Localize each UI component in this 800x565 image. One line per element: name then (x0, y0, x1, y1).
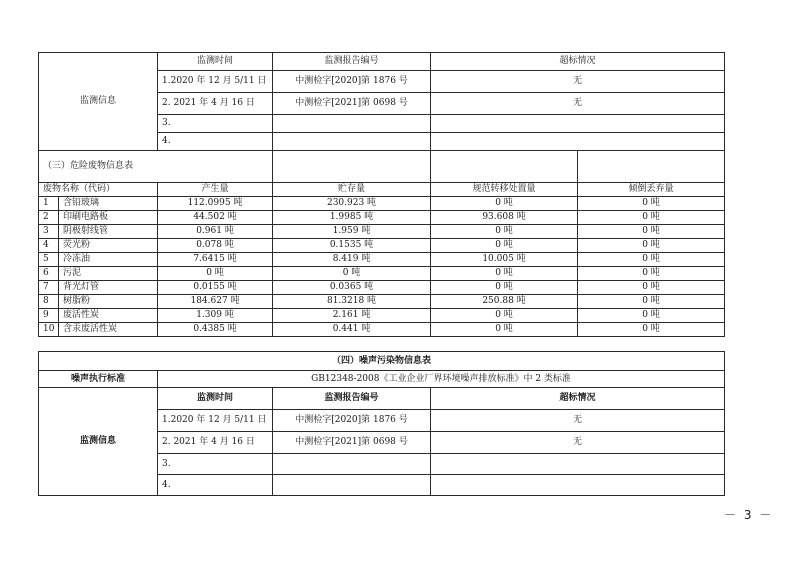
hazardous-stored-cell: 1.959 吨 (273, 225, 431, 239)
monitor1-report-cell (273, 133, 431, 151)
hazardous-transferred-cell: 10.005 吨 (431, 253, 578, 267)
hazardous-produced-cell: 0.078 吨 (158, 239, 273, 253)
hazardous-dumped-cell: 0 吨 (578, 295, 725, 309)
noise-standard-label: 噪声执行标准 (39, 371, 158, 388)
hazardous-transferred-cell: 0 吨 (431, 267, 578, 281)
monitor1-exceed-cell (431, 133, 725, 151)
hazardous-col-stored: 贮存量 (273, 183, 431, 197)
monitor1-exceed-cell (431, 115, 725, 133)
hazardous-index-cell: 6 (39, 267, 59, 281)
noise-section-label: 监测信息 (39, 388, 158, 496)
hazardous-index-cell: 1 (39, 197, 59, 211)
hazardous-dumped-cell: 0 吨 (578, 211, 725, 225)
monitor1-report-cell (273, 115, 431, 133)
noise-col-report: 监测报告编号 (273, 388, 431, 410)
hazardous-stored-cell: 81.3218 吨 (273, 295, 431, 309)
noise-header-row (39, 388, 725, 410)
hazardous-stored-cell: 0.1535 吨 (273, 239, 431, 253)
monitor1-col-time: 监测时间 (158, 53, 273, 71)
table-row (39, 295, 725, 309)
noise-exceed-cell: 无 (431, 410, 725, 432)
table-row (39, 197, 725, 211)
hazardous-transferred-cell: 0 吨 (431, 309, 578, 323)
hazardous-name-cell: 废活性炭 (59, 309, 158, 323)
hazardous-stored-cell: 0.0365 吨 (273, 281, 431, 295)
hazardous-stored-cell: 0.441 吨 (273, 323, 431, 337)
table-row (39, 281, 725, 295)
monitor1-exceed-cell: 无 (431, 71, 725, 93)
noise-standard-row (39, 371, 725, 388)
monitor1-report-cell: 中测检字[2021]第 0698 号 (273, 93, 431, 115)
hazardous-dumped-cell: 0 吨 (578, 253, 725, 267)
hazardous-index-cell: 10 (39, 323, 59, 337)
hazardous-index-cell: 9 (39, 309, 59, 323)
hazardous-name-cell: 荧光粉 (59, 239, 158, 253)
monitor1-time-cell: 4. (158, 133, 273, 151)
hazardous-col-dumped: 倾倒丢弃量 (578, 183, 725, 197)
noise-time-cell: 2. 2021 年 4 月 16 日 (158, 432, 273, 454)
hazardous-produced-cell: 0.0155 吨 (158, 281, 273, 295)
monitor1-col-report: 监测报告编号 (273, 53, 431, 71)
hazardous-index-cell: 5 (39, 253, 59, 267)
hazardous-name-cell: 阴极射线管 (59, 225, 158, 239)
hazardous-name-cell: 背光灯管 (59, 281, 158, 295)
noise-report-cell: 中测检字[2020]第 1876 号 (273, 410, 431, 432)
hazardous-produced-cell: 112.0995 吨 (158, 197, 273, 211)
monitor1-time-cell: 2. 2021 年 4 月 16 日 (158, 93, 273, 115)
noise-time-cell: 3. (158, 454, 273, 475)
hazardous-name-cell: 印刷电路板 (59, 211, 158, 225)
monitor1-time-cell: 3. (158, 115, 273, 133)
hazardous-transferred-cell: 0 吨 (431, 323, 578, 337)
hazardous-produced-cell: 7.6415 吨 (158, 253, 273, 267)
noise-col-exceed: 超标情况 (431, 388, 725, 410)
table-row (39, 267, 725, 281)
empty-cell (578, 151, 725, 183)
hazardous-produced-cell: 0 吨 (158, 267, 273, 281)
noise-col-time: 监测时间 (158, 388, 273, 410)
hazardous-stored-cell: 230.923 吨 (273, 197, 431, 211)
hazardous-transferred-cell: 0 吨 (431, 281, 578, 295)
hazardous-index-cell: 3 (39, 225, 59, 239)
noise-standard-value: GB12348-2008《工业企业厂界环境噪声排放标准》中 2 类标准 (158, 371, 725, 388)
noise-report-cell: 中测检字[2021]第 0698 号 (273, 432, 431, 454)
page-number: － 3 － (724, 508, 774, 522)
table-row (39, 323, 725, 337)
hazardous-dumped-cell: 0 吨 (578, 225, 725, 239)
noise-exceed-cell (431, 475, 725, 496)
hazardous-transferred-cell: 0 吨 (431, 225, 578, 239)
hazardous-dumped-cell: 0 吨 (578, 309, 725, 323)
hazardous-produced-cell: 0.4385 吨 (158, 323, 273, 337)
hazardous-index-cell: 4 (39, 239, 59, 253)
table-row (39, 309, 725, 323)
table-row (39, 239, 725, 253)
hazardous-dumped-cell: 0 吨 (578, 267, 725, 281)
hazardous-name-cell: 冷冻油 (59, 253, 158, 267)
monitor1-header-row (39, 53, 725, 71)
noise-report-cell (273, 454, 431, 475)
hazardous-index-cell: 2 (39, 211, 59, 225)
hazardous-dumped-cell: 0 吨 (578, 239, 725, 253)
hazardous-name-cell: 含铅玻璃 (59, 197, 158, 211)
noise-table (38, 351, 725, 496)
noise-exceed-cell: 无 (431, 432, 725, 454)
noise-time-cell: 1.2020 年 12 月 5/11 日 (158, 410, 273, 432)
hazardous-dumped-cell: 0 吨 (578, 197, 725, 211)
table-row (39, 253, 725, 267)
noise-title-row (39, 352, 725, 371)
table-row (39, 211, 725, 225)
noise-time-cell: 4. (158, 475, 273, 496)
hazardous-transferred-cell: 93.608 吨 (431, 211, 578, 225)
hazardous-col-name: 废物名称（代码） (39, 183, 158, 197)
hazardous-waste-table (38, 52, 725, 337)
hazardous-col-produced: 产生量 (158, 183, 273, 197)
hazardous-transferred-cell: 0 吨 (431, 197, 578, 211)
hazardous-title: （三）危险废物信息表 (39, 151, 273, 183)
hazardous-stored-cell: 8.419 吨 (273, 253, 431, 267)
hazardous-dumped-cell: 0 吨 (578, 323, 725, 337)
hazardous-produced-cell: 0.961 吨 (158, 225, 273, 239)
hazardous-name-cell: 树脂粉 (59, 295, 158, 309)
noise-title: （四）噪声污染物信息表 (39, 352, 725, 371)
hazardous-produced-cell: 44.502 吨 (158, 211, 273, 225)
noise-exceed-cell (431, 454, 725, 475)
hazardous-stored-cell: 1.9985 吨 (273, 211, 431, 225)
empty-cell (431, 151, 578, 183)
hazardous-name-cell: 含汞废活性炭 (59, 323, 158, 337)
monitor1-report-cell: 中测检字[2020]第 1876 号 (273, 71, 431, 93)
monitor1-exceed-cell: 无 (431, 93, 725, 115)
hazardous-produced-cell: 1.309 吨 (158, 309, 273, 323)
hazardous-title-row (39, 151, 725, 183)
hazardous-produced-cell: 184.627 吨 (158, 295, 273, 309)
hazardous-index-cell: 7 (39, 281, 59, 295)
hazardous-col-transferred: 规范转移处置量 (431, 183, 578, 197)
monitor1-section-label: 监测信息 (39, 53, 158, 151)
hazardous-transferred-cell: 250.88 吨 (431, 295, 578, 309)
monitor1-time-cell: 1.2020 年 12 月 5/11 日 (158, 71, 273, 93)
table-row (39, 225, 725, 239)
hazardous-index-cell: 8 (39, 295, 59, 309)
hazardous-dumped-cell: 0 吨 (578, 281, 725, 295)
hazardous-name-cell: 污泥 (59, 267, 158, 281)
monitor1-col-exceed: 超标情况 (431, 53, 725, 71)
hazardous-transferred-cell: 0 吨 (431, 239, 578, 253)
noise-report-cell (273, 475, 431, 496)
hazardous-stored-cell: 0 吨 (273, 267, 431, 281)
empty-cell (273, 151, 431, 183)
hazardous-stored-cell: 2.161 吨 (273, 309, 431, 323)
hazardous-header-row (39, 183, 725, 197)
